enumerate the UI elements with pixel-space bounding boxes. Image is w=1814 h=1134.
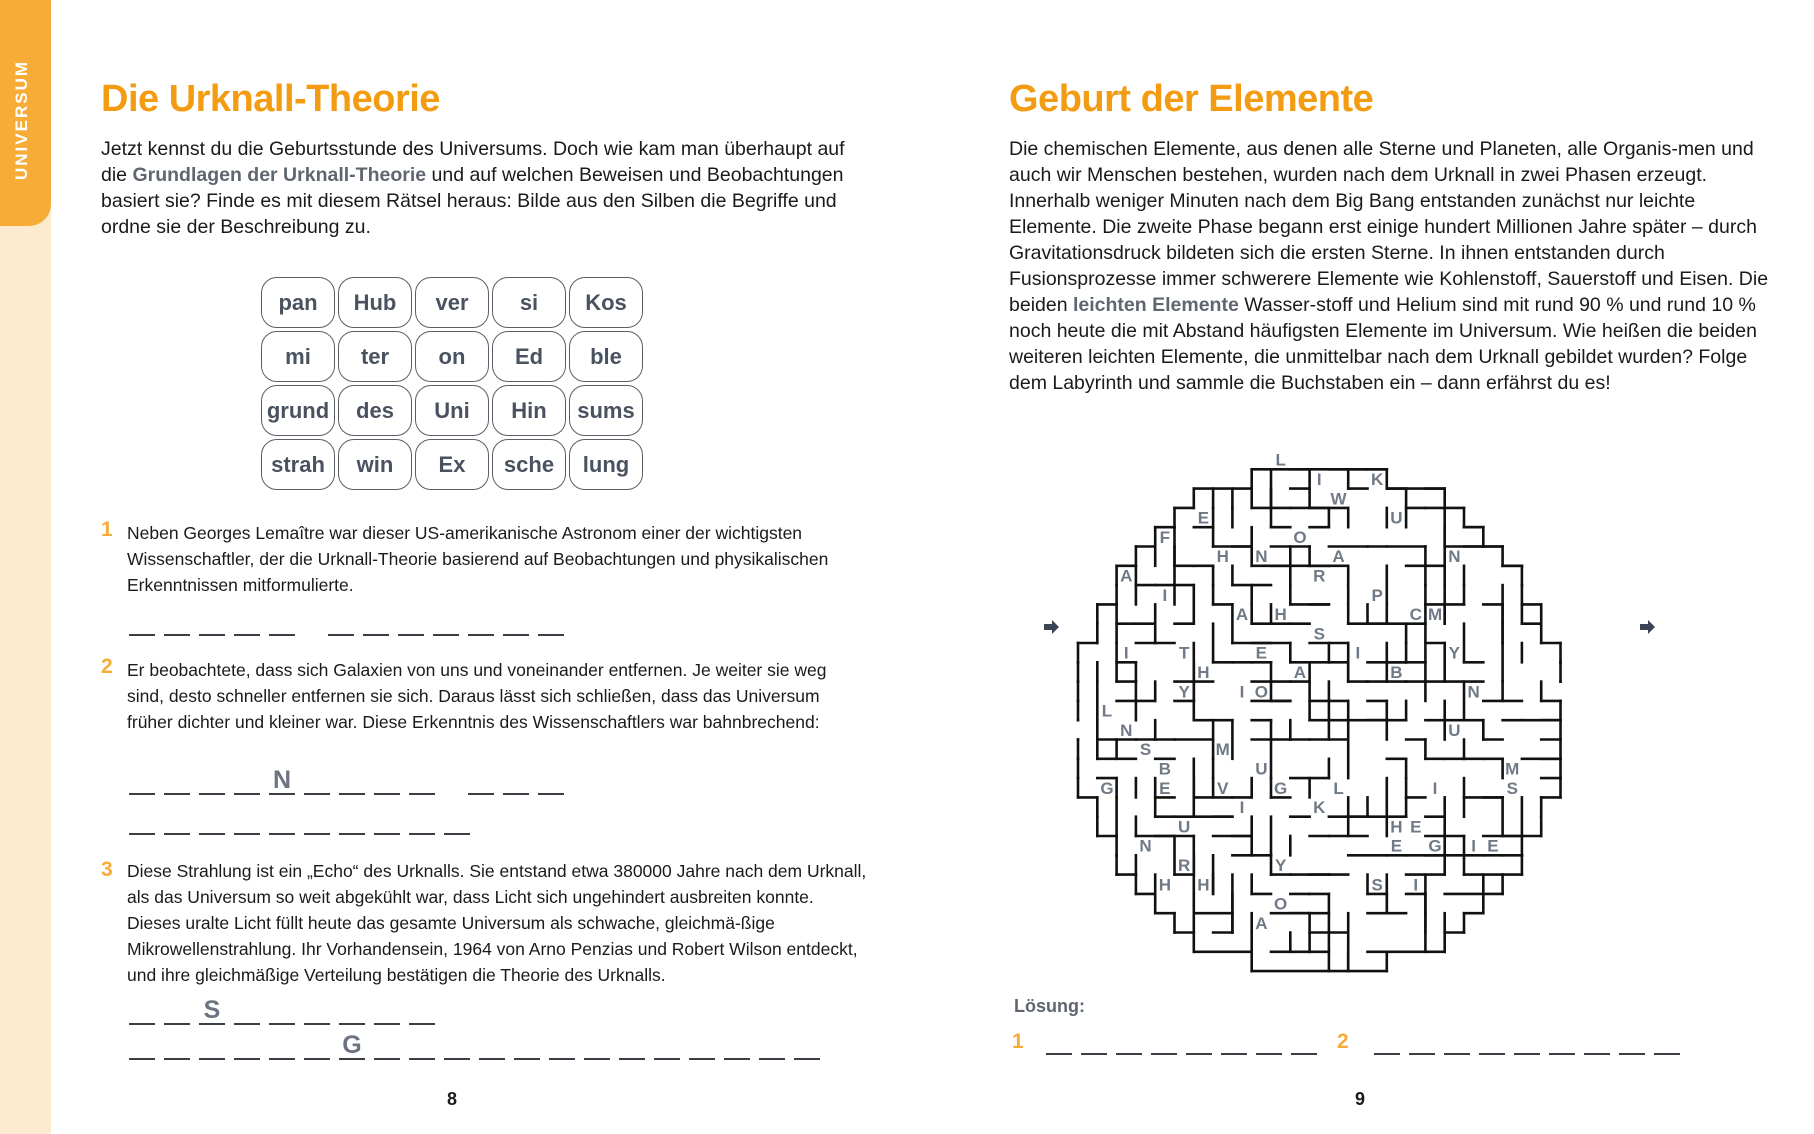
maze-letter: W [1330, 489, 1347, 509]
syllable-tile[interactable]: sums [569, 385, 643, 436]
letter-slot[interactable] [363, 606, 389, 636]
letter-slot[interactable] [654, 1030, 680, 1060]
solution-answer-line[interactable] [1046, 1025, 1326, 1055]
maze-letter: L [1275, 450, 1286, 470]
question-text: Diese Strahlung ist ein „Echo“ des Urknalls. Sie entstand etwa 380000 Jahre nach dem Urknall, als das Universum so weit abgekühlt war, dass Licht sich ungehindert ausbreiten konnte. Dieses uralte Licht füllt heute das gesamte Universum als schwache, gleichmä-ßige Mikrowellenstrahlung. Ihr Vorhandensein, 1964 von Arno Penzias und Robert Wilson entdeckt, und ihre gleichmäßige Verteilung bestätigen die Theorie des Urknalls. [127, 861, 867, 985]
maze-letter: I [1432, 778, 1438, 798]
letter-slot[interactable] [339, 805, 365, 835]
intro-text: Jetzt kennst du die Geburtsstunde des Universums. Doch wie kam man überhaupt auf die [101, 138, 845, 186]
letter-slot[interactable] [304, 995, 330, 1025]
maze-letter: B [1390, 662, 1403, 682]
letter-slot[interactable] [1151, 1025, 1177, 1055]
letter-slot[interactable] [199, 765, 225, 795]
syllable-tile[interactable]: Hin [492, 385, 566, 436]
syllable-grid [261, 277, 643, 490]
letter-slot[interactable] [1479, 1025, 1505, 1055]
answer-line[interactable] [129, 805, 479, 835]
question-text: Er beobachtete, dass sich Galaxien von uns und voneinander entfernen. Je weiter sie weg sind, desto schneller entfernen sie sich. Daraus lässt sich schließen, dass das Universum früher dichter und kleiner war. Diese Erkenntnis des Wissenschaftlers war bahnbrechend: [127, 660, 827, 732]
maze-letter: G [1274, 778, 1288, 798]
syllable-tile[interactable]: des [338, 385, 412, 436]
maze-letter: H [1197, 662, 1210, 682]
syllable-tile[interactable]: pan [261, 277, 335, 328]
maze-letter: R [1178, 855, 1191, 875]
maze-letter: S [1139, 740, 1152, 760]
letter-slot[interactable] [199, 805, 225, 835]
maze-letter: U [1448, 720, 1461, 740]
maze-letter: A [1255, 913, 1268, 933]
right-page-intro [1009, 136, 1769, 396]
letter-slot[interactable] [269, 805, 295, 835]
letter-slot[interactable] [794, 1030, 820, 1060]
letter-slot[interactable] [374, 995, 400, 1025]
question-text: Neben Georges Lemaître war dieser US-amerikanische Astronom einer der wichtigsten Wissenschaftler, der die Urknall-Theorie basierend auf Beobachtungen und physikalischen Erkenntnissen mitformulierte. [127, 523, 829, 595]
letter-slot[interactable] [234, 1030, 260, 1060]
chapter-tab [0, 0, 51, 226]
letter-slot[interactable] [444, 805, 470, 835]
solution-number: 1 [1012, 1030, 1024, 1053]
maze-letter: S [1371, 875, 1383, 895]
maze-letter: L [1333, 778, 1344, 798]
letter-slot[interactable] [269, 1030, 295, 1060]
syllable-tile[interactable]: Hub [338, 277, 412, 328]
maze-letter: P [1371, 585, 1383, 605]
maze-letter: M [1215, 740, 1230, 760]
maze-letter: O [1254, 682, 1268, 702]
maze-letter: N [1120, 720, 1133, 740]
letter-slot[interactable] [304, 1030, 330, 1060]
maze-letter: T [1178, 643, 1190, 663]
letter-slot[interactable] [164, 765, 190, 795]
letter-slot[interactable] [129, 995, 155, 1025]
intro-text: Die chemischen Elemente, aus denen alle Sterne und Planeten, alle Organis-men und auch wir Menschen bestehen, wurden nach dem Urknall in zwei Phasen erzeugt. Innerhalb weniger Minuten nach dem Big Bang entstanden zunächst nur leichte Elemente. Die zweite Phase begann erst einige hundert Millionen Jahre später – durch Gravitationsdruck bildeten sich die ersten Sterne. In ihnen entstanden durch Fusionsprozesse immer schwerere Elemente wie Kohlenstoff, Sauerstoff und Eisen. Die beiden [1009, 138, 1769, 316]
maze-letter: E [1159, 778, 1171, 798]
maze-letter: I [1239, 798, 1245, 818]
syllable-tile[interactable]: Uni [415, 385, 489, 436]
syllable-tile[interactable]: on [415, 331, 489, 382]
letter-slot[interactable] [374, 805, 400, 835]
letter-slot[interactable] [538, 606, 564, 636]
chapter-tab-label: UNIVERSUM [12, 59, 31, 180]
solution-answer-line[interactable] [1374, 1025, 1689, 1055]
letter-slot[interactable] [269, 995, 295, 1025]
letter-slot[interactable] [468, 606, 494, 636]
syllable-tile[interactable]: mi [261, 331, 335, 382]
page-number: 9 [1355, 1089, 1366, 1109]
maze-letter: N [1467, 682, 1480, 702]
syllable-tile[interactable]: Ex [415, 439, 489, 490]
letter-slot[interactable] [549, 1030, 575, 1060]
letter-slot[interactable] [164, 606, 190, 636]
maze-letter: I [1413, 875, 1419, 895]
maze-letter: M [1427, 605, 1443, 625]
maze-letter: K [1313, 798, 1326, 818]
answer-line[interactable] [129, 995, 444, 1025]
letter-slot[interactable] [374, 1030, 400, 1060]
maze-letter: S [1313, 624, 1325, 644]
letter-slot[interactable] [1116, 1025, 1142, 1055]
maze-letter: F [1159, 527, 1171, 547]
letter-slot[interactable] [129, 606, 155, 636]
letter-slot[interactable] [409, 805, 435, 835]
maze-letter: H [1158, 875, 1171, 895]
maze-letter: Y [1178, 682, 1190, 702]
syllable-tile[interactable]: win [338, 439, 412, 490]
letter-slot[interactable] [468, 765, 494, 795]
syllable-tile[interactable]: ver [415, 277, 489, 328]
letter-slot[interactable] [304, 765, 330, 795]
maze-letter: I [1239, 682, 1245, 702]
letter-slot[interactable] [479, 1030, 505, 1060]
left-page-title: Die Urknall-Theorie [101, 78, 440, 120]
letter-slot[interactable] [1221, 1025, 1247, 1055]
letter-slot[interactable] [199, 1030, 225, 1060]
letter-slot[interactable] [164, 1030, 190, 1060]
maze-letter: I [1471, 836, 1477, 856]
syllable-tile[interactable]: grund [261, 385, 335, 436]
letter-slot[interactable]: N [269, 765, 295, 795]
maze-letter: H [1274, 605, 1287, 625]
letter-slot[interactable]: S [199, 995, 225, 1025]
letter-slot[interactable] [374, 765, 400, 795]
letter-slot[interactable] [234, 995, 260, 1025]
maze-letter: C [1409, 605, 1422, 625]
solution-number: 2 [1337, 1030, 1349, 1053]
letter-slot[interactable] [1256, 1025, 1282, 1055]
maze-letter: O [1274, 894, 1288, 914]
maze-letter: U [1255, 759, 1268, 779]
maze-letter: A [1120, 566, 1133, 586]
maze-letter: H [1390, 817, 1403, 837]
letter-slot[interactable] [409, 765, 435, 795]
maze-letter: E [1487, 836, 1499, 856]
maze-letter: Y [1448, 643, 1461, 663]
maze-letter: I [1355, 643, 1361, 663]
intro-highlight: leichten Elemente [1072, 294, 1239, 316]
maze-letter: E [1390, 836, 1403, 856]
syllable-tile[interactable]: sche [492, 439, 566, 490]
maze-letter: G [1100, 778, 1114, 798]
letter-slot[interactable] [304, 805, 330, 835]
letter-slot[interactable] [1291, 1025, 1317, 1055]
letter-slot[interactable] [433, 606, 459, 636]
maze-letter: M [1505, 759, 1520, 779]
letter-slot[interactable] [409, 1030, 435, 1060]
maze-letter: N [1255, 547, 1268, 567]
letter-slot[interactable] [129, 1030, 155, 1060]
maze-letter: E [1197, 508, 1210, 528]
letter-slot[interactable] [234, 606, 260, 636]
letter-slot[interactable] [409, 995, 435, 1025]
intro-highlight: Grundlagen der Urknall-Theorie [132, 164, 427, 186]
maze-letter: I [1316, 469, 1322, 489]
letter-slot[interactable] [1374, 1025, 1400, 1055]
letter-slot[interactable] [234, 805, 260, 835]
letter-slot[interactable] [689, 1030, 715, 1060]
maze-letter: I [1123, 643, 1129, 663]
maze-letter: N [1139, 836, 1152, 856]
letter-slot[interactable]: G [339, 1030, 365, 1060]
letter-slot[interactable] [619, 1030, 645, 1060]
letter-slot[interactable] [199, 606, 225, 636]
letter-slot[interactable] [1654, 1025, 1680, 1055]
maze-letter: I [1162, 585, 1168, 605]
letter-slot[interactable] [1549, 1025, 1575, 1055]
maze-letter: V [1217, 778, 1229, 798]
maze-entry-arrow-icon [1044, 620, 1059, 634]
letter-slot[interactable] [234, 765, 260, 795]
maze-letter: H [1197, 875, 1210, 895]
right-page-title: Geburt der Elemente [1009, 78, 1374, 120]
letter-slot[interactable] [1046, 1025, 1072, 1055]
maze-letter: K [1371, 469, 1384, 489]
letter-slot[interactable] [1081, 1025, 1107, 1055]
letter-slot[interactable] [339, 765, 365, 795]
maze-letter: U [1390, 508, 1403, 528]
maze-letter: E [1255, 643, 1268, 663]
letter-slot[interactable] [503, 765, 529, 795]
maze-letter: Y [1274, 855, 1287, 875]
maze-letter: L [1101, 701, 1113, 721]
letter-slot[interactable] [444, 1030, 470, 1060]
syllable-tile[interactable]: ble [569, 331, 643, 382]
letter-slot[interactable] [328, 606, 354, 636]
letter-slot[interactable] [759, 1030, 785, 1060]
letter-slot[interactable] [164, 805, 190, 835]
question-number: 3 [101, 858, 113, 881]
letter-slot[interactable] [584, 1030, 610, 1060]
maze-letter: U [1178, 817, 1191, 837]
letter-slot[interactable] [514, 1030, 540, 1060]
letter-slot[interactable] [164, 995, 190, 1025]
question-number: 2 [101, 655, 113, 678]
letter-slot[interactable] [129, 765, 155, 795]
maze-letter: R [1313, 566, 1326, 586]
letter-slot[interactable] [1186, 1025, 1212, 1055]
syllable-tile[interactable]: Ed [492, 331, 566, 382]
maze-letter: O [1293, 527, 1307, 547]
letter-slot[interactable] [398, 606, 424, 636]
maze-exit-arrow-icon [1640, 620, 1655, 634]
maze-letter: N [1448, 547, 1461, 567]
maze-letter: E [1410, 817, 1422, 837]
maze-letter: H [1216, 547, 1229, 567]
syllable-tile[interactable]: lung [569, 439, 643, 490]
maze[interactable] [1040, 440, 1690, 1010]
letter-slot[interactable] [129, 805, 155, 835]
syllable-tile[interactable]: Kos [569, 277, 643, 328]
maze-letter: A [1235, 605, 1249, 625]
answer-line[interactable] [129, 1030, 829, 1060]
maze-letter: S [1506, 778, 1518, 798]
question-number: 1 [101, 518, 113, 541]
intro-text: Wasser-stoff und Helium sind mit rund 90 % und rund 10 % noch heute die mit Abstand häufigsten Elemente im Universum. Wie heißen die beiden weiteren leichten Elemente, die unmittelbar nach dem Urknall gebildet wurden? Folge dem Labyrinth und sammle die Buchstaben ein – dann erfährst du es! [1009, 294, 1757, 394]
syllable-tile[interactable]: strah [261, 439, 335, 490]
intro-text: und auf welchen Beweisen und Beobachtungen basiert sie? Finde es mit diesem Rätsel heraus: Bilde aus den Silben die Begriffe und ordne sie der Beschreibung zu. [101, 164, 844, 238]
answer-line[interactable] [129, 606, 573, 636]
letter-slot[interactable] [1619, 1025, 1645, 1055]
letter-slot[interactable] [724, 1030, 750, 1060]
letter-slot[interactable] [269, 606, 295, 636]
answer-line[interactable] [129, 765, 573, 795]
letter-slot[interactable] [503, 606, 529, 636]
letter-slot[interactable] [1409, 1025, 1435, 1055]
solution-label: Lösung: [1014, 996, 1085, 1016]
syllable-tile[interactable]: ter [338, 331, 412, 382]
syllable-tile[interactable]: si [492, 277, 566, 328]
letter-slot[interactable] [538, 765, 564, 795]
maze-letter: B [1158, 759, 1171, 779]
maze-letter: A [1293, 662, 1307, 682]
left-page-intro [101, 136, 861, 240]
page-number: 8 [447, 1089, 458, 1109]
maze-letter: G [1428, 836, 1442, 856]
letter-slot[interactable] [1514, 1025, 1540, 1055]
letter-slot[interactable] [1584, 1025, 1610, 1055]
maze-letter: A [1332, 547, 1345, 567]
letter-slot[interactable] [339, 995, 365, 1025]
letter-slot[interactable] [1444, 1025, 1470, 1055]
